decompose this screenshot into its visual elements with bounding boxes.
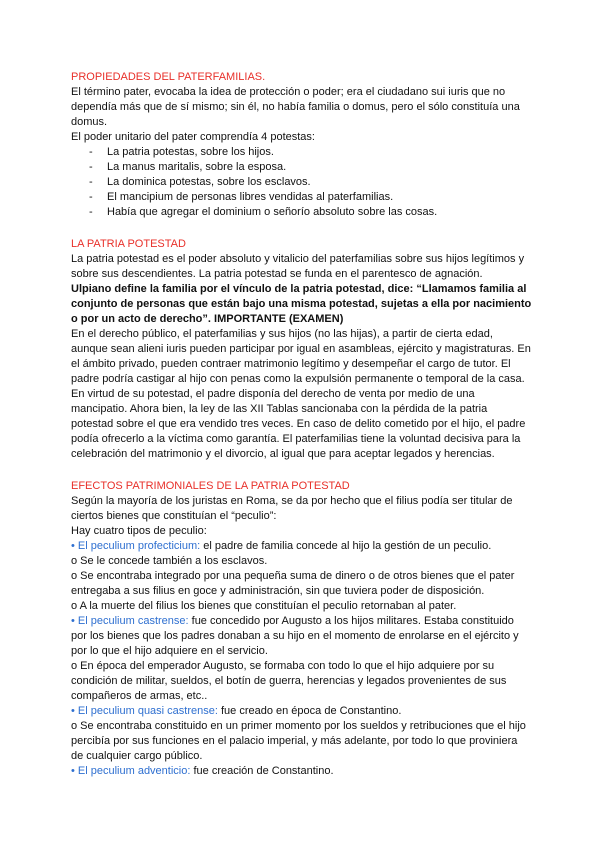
peculium-quasi-castrense-entry	[71, 704, 532, 719]
peculium-term: • El peculium quasi castrense:	[71, 705, 218, 717]
list-item-text: La manus maritalis, sobre la esposa.	[107, 161, 287, 173]
dash-bullet: -	[89, 191, 93, 203]
peculium-description: fue creación de Constantino.	[190, 765, 334, 777]
list-item	[71, 175, 532, 190]
section-spacer	[71, 220, 532, 237]
list-item-text: Había que agregar el dominium o señorío absoluto sobre las cosas.	[107, 206, 438, 218]
paragraph-pater-intro: El término pater, evocaba la idea de protección o poder; era el ciudadano sui iuris que no dependía más que de sí mismo; sin él, no había familia o domus, pero el sólo constituía una domus.	[71, 86, 520, 128]
peculium-adventicio-entry	[71, 764, 532, 779]
dash-bullet: -	[89, 161, 93, 173]
section-heading-patria-potestad: LA PATRIA POTESTAD	[71, 238, 186, 250]
peculium-sub-entry: o Se encontraba constituido en un primer momento por los sueldos y retribuciones que el hijo percibía por sus funciones en el palacio imperial, y más adelante, por todo lo que proviniera de cualquier cargo público.	[71, 720, 526, 762]
peculium-term: • El peculium profecticium:	[71, 540, 201, 552]
dash-bullet: -	[89, 146, 93, 158]
peculium-profecticium-entry	[71, 539, 532, 554]
list-item	[71, 160, 532, 175]
potestas-list	[71, 145, 532, 220]
dash-bullet: -	[89, 206, 93, 218]
section-heading-efectos-patrimoniales: EFECTOS PATRIMONIALES DE LA PATRIA POTESTAD	[71, 480, 350, 492]
paragraph-peculio-lead: Hay cuatro tipos de peculio:	[71, 525, 207, 537]
peculium-term: • El peculium castrense:	[71, 615, 189, 627]
list-item-text: La patria potestas, sobre los hijos.	[107, 146, 274, 158]
peculium-sub-entry: o Se le concede también a los esclavos.	[71, 555, 268, 567]
paragraph-patria-potestad-definition: La patria potestad es el poder absoluto y vitalicio del paterfamilias sobre sus hijos legítimos y sobre sus descendientes. La patria potestad se funda en el parentesco de agnación.	[71, 253, 525, 280]
peculium-sub-entry: o A la muerte del filius los bienes que constituían el peculio retornaban al pater.	[71, 600, 457, 612]
peculium-description: el padre de familia concede al hijo la gestión de un peculio.	[200, 540, 492, 552]
list-item	[71, 205, 532, 220]
paragraph-derecho-publico-privado: En el derecho público, el paterfamilias y sus hijos (no las hijas), a partir de cierta edad, aunque sean alieni iuris pueden participar por igual en asambleas, ejército y magistraturas. En el ámbito privado, pueden contraer matrimonio legítimo y desempeñar el cargo de tutor. El padre podría castigar al hijo con penas como la expulsión permanente o temporal de la casa. En virtud de su potestad, el padre disponía del derecho de venta por medio de una mancipatio. Ahora bien, la ley de las XII Tablas sancionaba con la pérdida de la patria potestad sobre el que era vendido tres veces. En caso de delito cometido por el hijo, el padre podía ofrecerlo a la víctima como garantía. El paterfamilias tiene la voluntad decisiva para la celebración del matrimonio y el divorcio, al igual que para aceptar legados y herencias.	[71, 328, 531, 460]
list-item	[71, 190, 532, 205]
paragraph-potestas-lead: El poder unitario del pater comprendía 4 potestas:	[71, 131, 315, 143]
peculium-description: fue creado en época de Constantino.	[217, 705, 402, 717]
peculium-sub-entry: o En época del emperador Augusto, se formaba con todo lo que el hijo adquiere por su condición de militar, sueldos, el botín de guerra, herencias y legados provenientes de sus compañeros de armas, etc..	[71, 660, 507, 702]
peculium-sub-entry: o Se encontraba integrado por una pequeña suma de dinero o de otros bienes que el pater entregaba a sus filius en goce y administración, sin que tuviera poder de disposición.	[71, 570, 515, 597]
peculium-description: fue concedido por Augusto a los hijos militares. Estaba constituido por los bienes que los padres donaban a su hijo en el momento de enrolarse en el ejército y por lo que el hijo adquiere en el servicio.	[71, 615, 519, 657]
list-item	[71, 145, 532, 160]
paragraph-peculio-intro: Según la mayoría de los juristas en Roma, se da por hecho que el filius podía ser titular de ciertos bienes que constituían el “peculio”:	[71, 495, 513, 522]
list-item-text: El mancipium de personas libres vendidas al paterfamilias.	[107, 191, 394, 203]
section-heading-paterfamilias: PROPIEDADES DEL PATERFAMILIAS.	[71, 71, 266, 83]
peculium-castrense-entry	[71, 614, 532, 659]
dash-bullet: -	[89, 176, 93, 188]
section-spacer	[71, 462, 532, 479]
peculium-term: • El peculium adventicio:	[71, 765, 191, 777]
list-item-text: La dominica potestas, sobre los esclavos.	[107, 176, 311, 188]
paragraph-ulpiano-definition: Ulpiano define la familia por el vínculo de la patria potestad, dice: “Llamamos familia al conjunto de personas que están bajo una misma potestad, sujetas a ella por nacimiento o por un acto de derecho”. IMPORTANTE (EXAMEN)	[71, 283, 532, 325]
